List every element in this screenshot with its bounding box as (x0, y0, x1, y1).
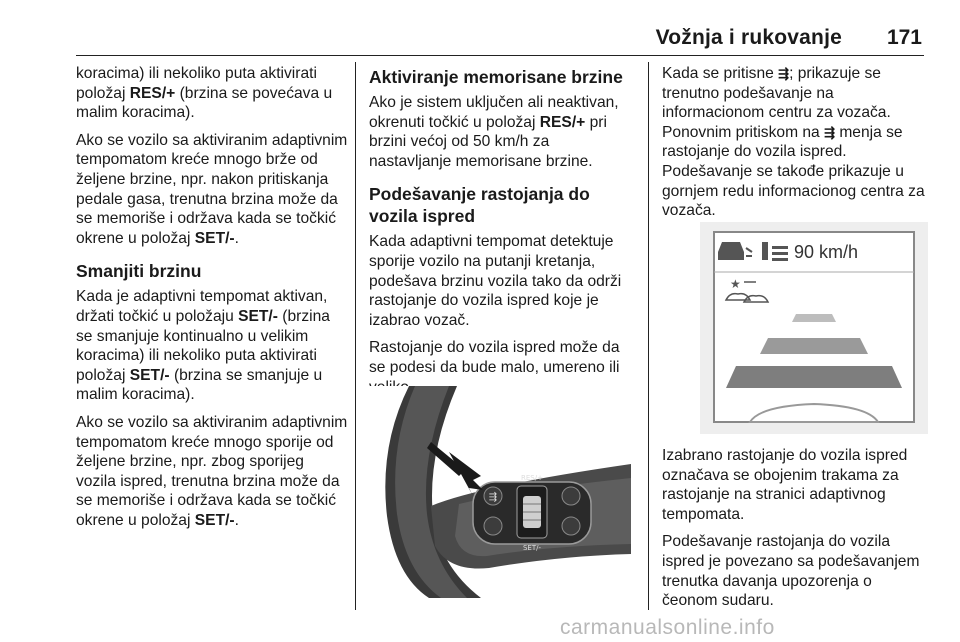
header-rule (76, 55, 924, 56)
paragraph: Ako je sistem uključen ali neaktivan, okrenuti točkić u položaj RES/+ pri brzini većoj od 50 km/h za nastavljanje memorisane brzine. (369, 94, 619, 170)
column-2 (369, 64, 635, 405)
gap-button-icon: ⇶ (488, 492, 498, 503)
column-3 (662, 64, 927, 229)
distance-bar-medium (760, 338, 868, 354)
set-label: SET/- (522, 544, 542, 552)
column-divider (648, 62, 649, 610)
paragraph: Kada adaptivni tempomat detektuje sporije vozilo na putanji kretanja, podešava brzinu vozila tako da održi rastojanje do vozila ispred koje je izabrao vozač. (369, 233, 622, 329)
page-number: 171 (886, 26, 922, 49)
svg-text:★: ★ (730, 277, 741, 291)
distance-bar-near (726, 366, 902, 388)
section-heading-reduce-speed: Smanjiti brzinu (76, 261, 202, 282)
steering-wheel-illustration (369, 386, 631, 598)
driver-display-illustration (700, 222, 928, 434)
distance-bar-far (792, 314, 836, 322)
speed-readout: 90 km/h (794, 242, 859, 262)
paragraph: Ako se vozilo sa aktiviranim adaptivnim tempomatom kreće mnogo sporije od željene brzine, npr. zbog sporijeg vozila ispred, trenutna brzina može da se memoriše i održava kada se točkić okrene u položaj SET/-. (76, 413, 348, 529)
paragraph: Podešavanje rastojanja do vozila ispred je povezano sa podešavanjem trenutka davanja upozorenja o čeonom sudaru. (662, 533, 920, 610)
gap-icon: ⇶ (824, 124, 835, 140)
column-divider (355, 62, 356, 610)
page-header (0, 0, 960, 56)
column-1 (76, 64, 348, 538)
res-label: RES/+ (521, 474, 543, 482)
paragraph: Izabrano rastojanje do vozila ispred označava se obojenim trakama za rastojanje na stranici adaptivnog tempomata. (662, 447, 908, 523)
paragraph: koracima) ili nekoliko puta aktivirati položaj RES/+ (brzina se povećava u malim koracima). (76, 65, 333, 122)
paragraph: Ako se vozilo sa aktiviranim adaptivnim tempomatom kreće mnogo brže od željene brzine, npr. nakon pritiskanja pedale gasa, trenutna brzina može da se memoriše i održava kada se točkić okrene u položaj SET/-. (76, 131, 348, 247)
column-3-lower (662, 446, 927, 619)
gap-icon: ⇶ (778, 66, 790, 81)
watermark: carmanualsonline.info (560, 616, 775, 639)
section-heading-activate-stored-speed: Aktiviranje memorisane brzine (369, 67, 623, 87)
page-title: Vožnja i rukovanje (655, 26, 842, 49)
paragraph: Kada se pritisne ⇶; prikazuje se trenutno podešavanje na informacionom centru za vozača. Ponovnim pritiskom na ⇶ menja se rastojanje do vozila ispred. Podešavanje se takođe prikazuje u gornjem redu informacionog centra za vozača. (662, 65, 925, 220)
paragraph: Rastojanje do vozila ispred može da se podesi da bude malo, umereno ili (369, 339, 620, 376)
paragraph: Kada je adaptivni tempomat aktivan, držati točkić u položaju SET/- (brzina se smanjuje kontinualno u velikim koracima) ili nekoliko puta aktivirati položaj SET/- (brzina se smanjuje u malim koracima). (76, 288, 330, 404)
section-heading-distance-setting: Podešavanje rastojanja do vozila ispred (369, 184, 590, 227)
